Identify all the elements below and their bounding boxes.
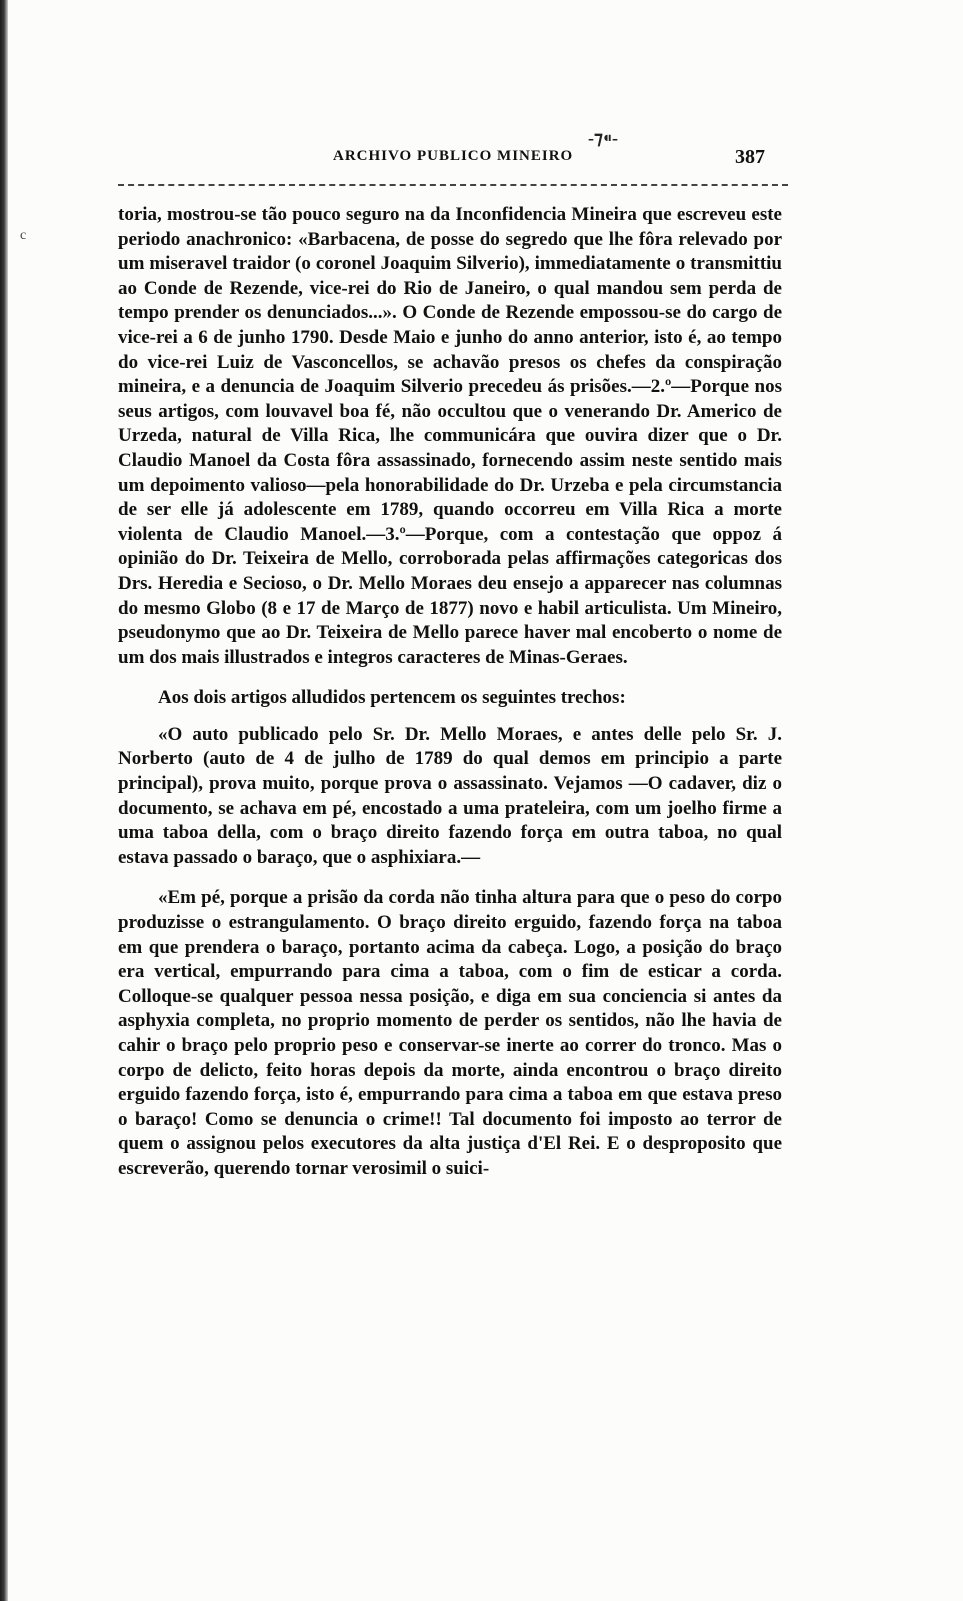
body-text — [118, 203, 782, 1182]
paragraph: Aos dois artigos alludidos pertencem os seguintes trechos: — [158, 687, 626, 709]
header-rule — [118, 184, 788, 186]
running-head: ARCHIVO PUBLICO MINEIRO — [333, 148, 574, 164]
ornament-icon: -⁊⁌- — [588, 128, 618, 148]
page-number: 387 — [735, 146, 765, 168]
margin-mark: c — [20, 228, 27, 243]
paragraph: toria, mostrou-se tão pouco seguro na da Inconfidencia Mineira que escreveu este periodo anachronico: «Barbacena, de posse do segredo que lhe fôra relevado por um miseravel traidor (o coronel Joaquim Silverio), immediatamente o transmittiu ao Conde de Rezende, vice-rei do Rio de Janeiro, o qual mandou sem perda de tempo prender os denunciados...». O Conde de Rezende empossou-se do cargo de vice-rei a 6 de junho 1790. Desde Maio e junho do anno anterior, isto é, ao tempo do vice-rei Luiz de Vasconcellos, se achavão presos os chefes da conspiração mineira, e a denuncia de Joaquim Silverio precedeu ás prisões.—2.º—Porque nos seus artigos, com louvavel boa fé, não occultou que o venerando Dr. Americo de Urzeda, natural de Villa Rica, lhe communicára que ouvira dizer que o Dr. Claudio Manoel da Costa fôra assassinado, fornecendo assim neste sentido mais um depoimento valioso—pela honorabilidade do Dr. Urzeba e pela circumstancia de ser elle já adolescente em 1789, quando occorreu em Villa Rica a morte violenta de Claudio Manoel.—3.º—Porque, com a contestação que oppoz á opinião do Dr. Teixeira de Mello, corroborada pelas affirmações categoricas dos Drs. Heredia e Secioso, o Dr. Mello Moraes deu ensejo a apparecer nas columnas do mesmo Globo (8 e 17 de Março de 1877) novo e habil articulista. Um Mineiro, pseudonymo que ao Dr. Teixeira de Mello parece haver mal encoberto o nome de um dos mais illustrados e integros caracteres de Minas-Geraes. — [118, 204, 782, 668]
page-header — [118, 128, 794, 176]
paragraph: «O auto publicado pelo Sr. Dr. Mello Moraes, e antes delle pelo Sr. J. Norberto (auto de 4 de julho de 1789 do qual demos em principio a parte principal), prova muito, porque prova o assassinato. Vejamos —O cadaver, diz o documento, se achava em pé, encostado a uma prateleira, com um joelho firme a uma taboa della, com o braço direito fazendo força em outra taboa, no qual estava passado o baraço, que o asphixiara.— — [118, 723, 782, 868]
page-edge-shadow — [0, 0, 8, 1601]
paragraph: «Em pé, porque a prisão da corda não tinha altura para que o peso do corpo produzisse o estrangulamento. O braço direito erguido, fazendo força na taboa em que prendera o baraço, portanto acima da cabeça. Logo, a posição do braço era vertical, empurrando para cima a taboa, com o fim de esticar a corda. Colloque-se qualquer pessoa nessa posição, e diga em sua conciencia si antes da asphyxia completa, no proprio momento de perder os sentidos, não lhe havia de cahir o braço pelo proprio peso e conservar-se inerte ao correr do tronco. Mas o corpo de delicto, feito horas depois da morte, ainda encontrou o braço direito erguido fazendo força, isto é, empurrando para cima a taboa em que estava preso o baraço! Como se denuncia o crime!! Tal documento foi imposto ao terror de quem o assignou pelos executores da alta justiça d'El Rei. E o desproposito que escreverão, querendo tornar verosimil o suici- — [118, 887, 782, 1179]
